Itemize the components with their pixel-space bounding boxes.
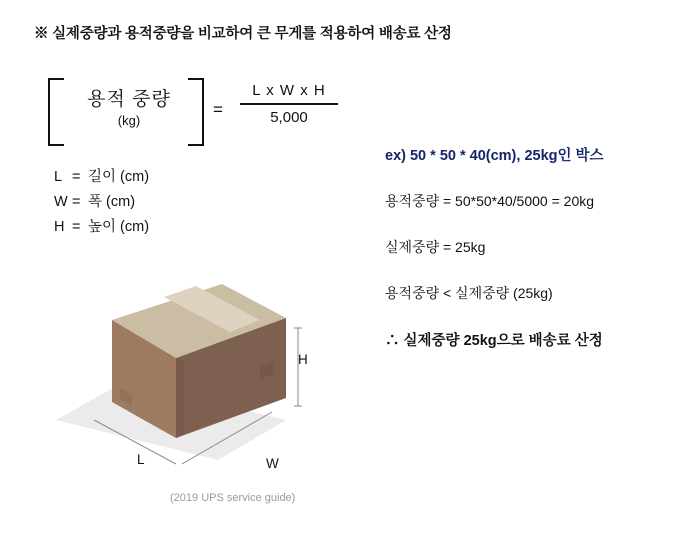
box-label-length: L bbox=[137, 452, 145, 467]
bracket-left-icon bbox=[48, 78, 64, 146]
bracket-right-icon bbox=[188, 78, 204, 146]
formula-term bbox=[70, 84, 188, 128]
legend-symbol-l: L bbox=[54, 169, 63, 185]
legend-text-h: 높이 (cm) bbox=[88, 219, 150, 235]
example-line-conclusion: ∴ 실제중량 25kg으로 배송료 산정 bbox=[385, 333, 603, 349]
formula-equals-sign: = bbox=[213, 100, 223, 119]
box-svg bbox=[36, 270, 326, 490]
dimension-legend bbox=[54, 165, 149, 240]
formula-numerator: L x W x H bbox=[252, 82, 326, 99]
legend-symbol-h: H bbox=[54, 219, 65, 235]
box-label-height: H bbox=[298, 352, 308, 367]
cardboard-box-illustration bbox=[36, 270, 326, 490]
volumetric-weight-formula bbox=[48, 78, 338, 156]
formula-denominator: 5,000 bbox=[270, 109, 308, 126]
legend-text-l: 길이 (cm) bbox=[88, 169, 150, 185]
legend-text-w: 폭 (cm) bbox=[88, 194, 136, 210]
example-line-header: ex) 50 * 50 * 40(cm), 25kg인 박스 bbox=[385, 148, 604, 164]
example-line-actual: 실제중량 = 25kg bbox=[385, 239, 486, 255]
page-note: ※ 실제중량과 용적중량을 비교하여 큰 무게를 적용하여 배송료 산정 bbox=[34, 26, 452, 42]
formula-term-main: 용적 중량 bbox=[87, 89, 171, 110]
legend-row-width bbox=[54, 190, 149, 215]
formula-fraction bbox=[240, 82, 338, 126]
legend-symbol-w: W bbox=[54, 194, 68, 210]
legend-eq-l: = bbox=[72, 169, 81, 185]
box-label-width: W bbox=[266, 456, 279, 471]
legend-eq-w: = bbox=[72, 194, 81, 210]
legend-row-height bbox=[54, 215, 149, 240]
legend-row-length bbox=[54, 165, 149, 190]
example-line-volumetric: 용적중량 = 50*50*40/5000 = 20kg bbox=[385, 193, 595, 209]
formula-term-unit: (kg) bbox=[117, 113, 141, 128]
box-seam bbox=[176, 358, 184, 438]
legend-eq-h: = bbox=[72, 219, 81, 235]
example-line-compare: 용적중량 < 실제중량 (25kg) bbox=[385, 285, 553, 301]
source-credit: (2019 UPS service guide) bbox=[170, 492, 296, 504]
example-calculation bbox=[385, 144, 675, 376]
